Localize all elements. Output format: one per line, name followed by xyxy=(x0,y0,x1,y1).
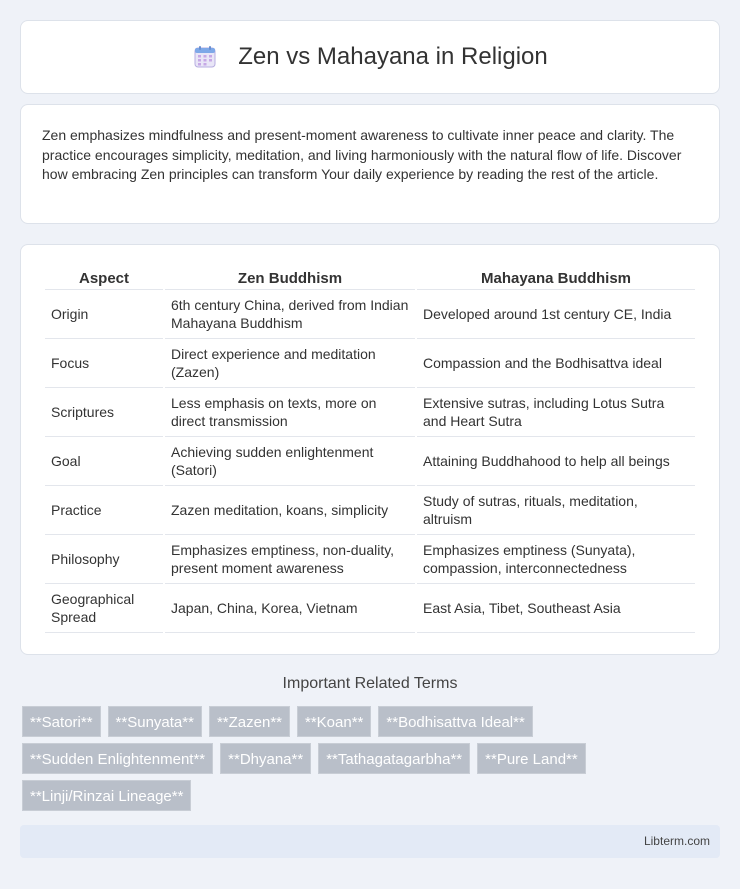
table-header-row xyxy=(45,263,695,290)
row-zen: 6th century China, derived from Indian Mahayana Buddhism xyxy=(165,290,415,339)
header-aspect: Aspect xyxy=(45,263,163,290)
intro-text: Zen emphasizes mindfulness and present-moment awareness to cultivate inner peace and clarity. The practice encourages simplicity, meditation, and living harmoniously with the natural flow of life. Discover how embracing Zen principles can transform Your daily experience by reading the rest of the article. xyxy=(42,127,682,182)
term-tag-pure-land[interactable]: **Pure Land** xyxy=(477,743,586,774)
row-aspect: Geographical Spread xyxy=(45,584,163,633)
calendar-icon xyxy=(192,44,218,70)
comparison-table xyxy=(43,263,697,633)
row-mahayana: Study of sutras, rituals, meditation, altruism xyxy=(417,486,695,535)
related-terms-list xyxy=(22,706,722,817)
term-tag-linji-rinzai-lineage[interactable]: **Linji/Rinzai Lineage** xyxy=(22,780,191,811)
table-row xyxy=(45,388,695,437)
row-aspect: Scriptures xyxy=(45,388,163,437)
footer-site-link[interactable]: Libterm.com xyxy=(643,834,710,848)
row-aspect: Focus xyxy=(45,339,163,388)
row-mahayana: Emphasizes emptiness (Sunyata), compassion, interconnectedness xyxy=(417,535,695,584)
row-zen: Achieving sudden enlightenment (Satori) xyxy=(165,437,415,486)
related-terms-title: Important Related Terms xyxy=(282,675,458,692)
row-zen: Less emphasis on texts, more on direct transmission xyxy=(165,388,415,437)
row-aspect: Philosophy xyxy=(45,535,163,584)
row-mahayana: Extensive sutras, including Lotus Sutra and Heart Sutra xyxy=(417,388,695,437)
term-tag-sunyata[interactable]: **Sunyata** xyxy=(108,706,202,737)
row-aspect: Practice xyxy=(45,486,163,535)
header-zen: Zen Buddhism xyxy=(165,263,415,290)
term-tag-tathagatagarbha[interactable]: **Tathagatagarbha** xyxy=(318,743,470,774)
row-zen: Emphasizes emptiness, non-duality, present moment awareness xyxy=(165,535,415,584)
term-tag-sudden-enlightenment[interactable]: **Sudden Enlightenment** xyxy=(22,743,213,774)
row-mahayana: Attaining Buddhahood to help all beings xyxy=(417,437,695,486)
row-aspect: Origin xyxy=(45,290,163,339)
term-tag-zazen[interactable]: **Zazen** xyxy=(209,706,290,737)
table-row xyxy=(45,535,695,584)
term-tag-dhyana[interactable]: **Dhyana** xyxy=(220,743,311,774)
table-row xyxy=(45,486,695,535)
term-tag-bodhisattva-ideal[interactable]: **Bodhisattva Ideal** xyxy=(378,706,532,737)
header-mahayana: Mahayana Buddhism xyxy=(417,263,695,290)
row-zen: Direct experience and meditation (Zazen) xyxy=(165,339,415,388)
table-row xyxy=(45,584,695,633)
table-row xyxy=(45,437,695,486)
row-zen: Zazen meditation, koans, simplicity xyxy=(165,486,415,535)
comparison-table-card xyxy=(20,244,720,655)
row-mahayana: East Asia, Tibet, Southeast Asia xyxy=(417,584,695,633)
term-tag-satori[interactable]: **Satori** xyxy=(22,706,101,737)
page-title: Zen vs Mahayana in Religion xyxy=(238,43,548,70)
row-zen: Japan, China, Korea, Vietnam xyxy=(165,584,415,633)
row-mahayana: Developed around 1st century CE, India xyxy=(417,290,695,339)
footer xyxy=(20,825,720,858)
term-tag-koan[interactable]: **Koan** xyxy=(297,706,371,737)
intro-card xyxy=(20,104,720,224)
header-card xyxy=(20,20,720,94)
row-mahayana: Compassion and the Bodhisattva ideal xyxy=(417,339,695,388)
table-row xyxy=(45,339,695,388)
row-aspect: Goal xyxy=(45,437,163,486)
table-row xyxy=(45,290,695,339)
